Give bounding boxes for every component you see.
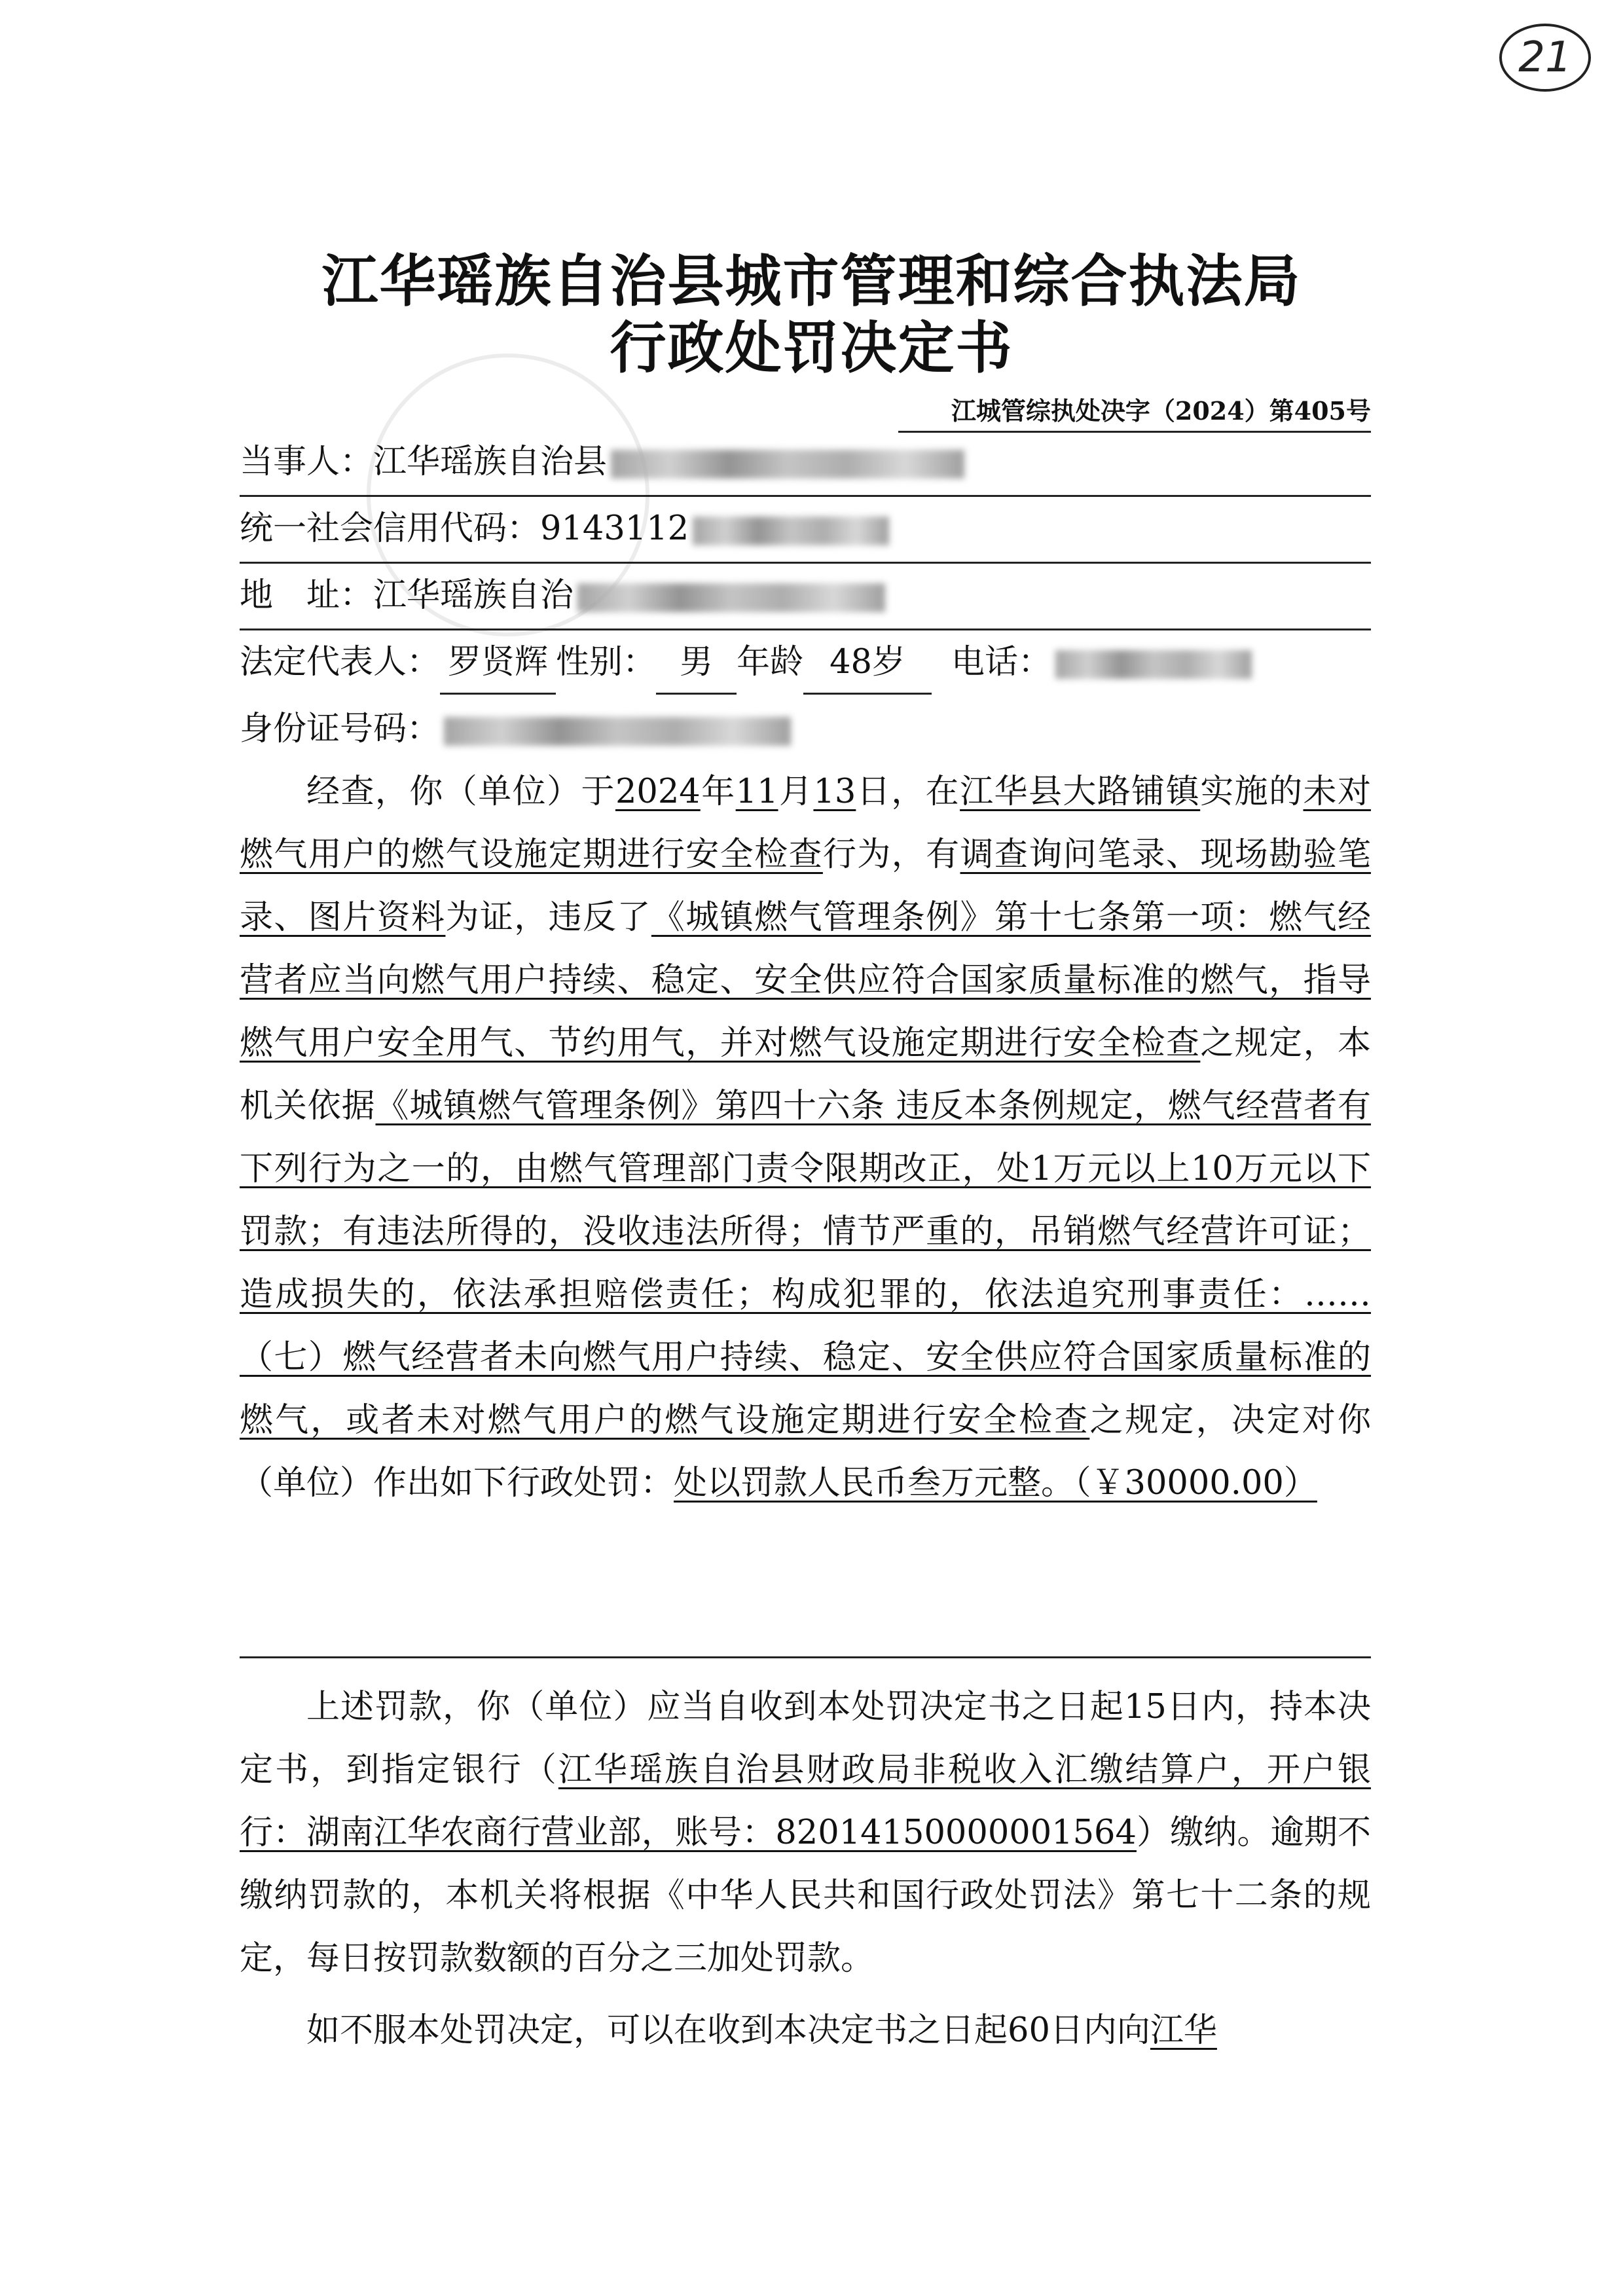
text-span: 上述罚款，你（单位）应当自收到本处罚决定书之日起15日内，持本决定书，到指定银行（ bbox=[240, 1688, 1371, 1789]
findings-paragraph bbox=[240, 761, 1371, 1515]
violation-place: 江华县大路铺镇 bbox=[960, 773, 1201, 811]
date-year: 2024 bbox=[615, 773, 701, 811]
text-span: ）缴纳。逾期不缴纳罚款的，本机关将根据《中华人民共和国行政处罚法》第七十二条的规定，每日按罚款数额的百分之三加处罚款。 bbox=[240, 1813, 1371, 1978]
gender-label: 性别： bbox=[556, 643, 657, 682]
text-span: 如不服本处罚决定，可以在收到本决定书之日起60日内向 bbox=[306, 2011, 1150, 2050]
age-label: 年龄 bbox=[737, 643, 804, 682]
title-line-1: 江华瑶族自治县城市管理和综合执法局 bbox=[321, 249, 1302, 314]
age-value: 48岁 bbox=[803, 632, 932, 695]
party-row bbox=[240, 432, 1371, 497]
bank-account: 江华瑶族自治县财政局非税收入汇缴结算户，开户银行：湖南江华农商行营业部，账号：82014150000001564 bbox=[240, 1751, 1371, 1852]
credit-code-row bbox=[240, 499, 1371, 564]
text-span: 经查，你（单位）于 bbox=[306, 773, 615, 811]
redacted-address bbox=[577, 583, 885, 612]
party-value: 江华瑶族自治县 bbox=[373, 443, 608, 481]
page-number: 21 bbox=[1518, 33, 1572, 82]
text-span: 之规定，决定对你（单位）作出如下行政处罚： bbox=[240, 1401, 1371, 1503]
page-number-circle bbox=[1499, 24, 1591, 92]
text-span: 月 bbox=[778, 773, 814, 811]
party-label: 当事人： bbox=[240, 443, 374, 481]
credit-code-label: 统一社会信用代码： bbox=[240, 509, 541, 548]
credit-code-value: 9143112 bbox=[540, 509, 689, 548]
penalty: 处以罚款人民币叁万元整。（￥30000.00） bbox=[674, 1464, 1317, 1503]
date-day: 13 bbox=[813, 773, 856, 811]
payment-paragraph bbox=[240, 1676, 1371, 1990]
address-label: 地 址： bbox=[240, 576, 374, 615]
text-span: 实施的 bbox=[1200, 773, 1304, 811]
address-row bbox=[240, 566, 1371, 630]
text-span: 日，在 bbox=[856, 773, 960, 811]
legal-basis: 《城镇燃气管理条例》第四十六条 违反本条例规定，燃气经营者有下列行为之一的，由燃气管理部门责令限期改正，处1万元以上10万元以下罚款；有违法所得的，没收违法所得；情节严重的，吊销燃气经营许可证；造成损失的，依法承担赔偿责任；构成犯罪的，依法追究刑事责任：……（七）燃气经营者未向燃气用户持续、稳定、安全供应符合国家质量标准的燃气，或者未对燃气用户的燃气设施定期进行安全检查 bbox=[240, 1087, 1371, 1440]
title-line-2: 行政处罚决定书 bbox=[610, 316, 1013, 381]
evidence: 调查询问笔录、现场勘验笔录、图片资料 bbox=[240, 835, 1371, 937]
text-span: 为证，违反了 bbox=[445, 898, 651, 937]
rep-value: 罗贤辉 bbox=[440, 632, 556, 695]
redacted-phone bbox=[1055, 650, 1252, 679]
text-span: 年 bbox=[700, 773, 736, 811]
address-value: 江华瑶族自治 bbox=[373, 576, 574, 615]
representative-row bbox=[240, 632, 1371, 695]
id-number-row bbox=[240, 699, 829, 762]
appeal-authority: 江华 bbox=[1150, 2011, 1217, 2050]
appeal-paragraph bbox=[240, 1999, 1371, 2062]
gender-value: 男 bbox=[656, 632, 737, 695]
redacted-credit-code bbox=[693, 517, 889, 545]
date-month: 11 bbox=[735, 773, 778, 811]
document-number: 江城管综执处决字（2024）第405号 bbox=[898, 392, 1371, 433]
redacted-party-name bbox=[611, 450, 964, 479]
violated-provision: 《城镇燃气管理条例》第十七条第一项：燃气经营者应当向燃气用户持续、稳定、安全供应符合国家质量标准的燃气，指导燃气用户安全用气、节约用气，并对燃气设施定期进行安全检查 bbox=[240, 898, 1371, 1063]
rep-label: 法定代表人： bbox=[240, 643, 441, 682]
id-number-label: 身份证号码： bbox=[240, 710, 441, 748]
penalty-divider bbox=[240, 1656, 1371, 1658]
text-span: 之规定，本机关依据 bbox=[240, 1024, 1371, 1125]
phone-label: 电话： bbox=[951, 643, 1051, 682]
violation-act: 未对燃气用户的燃气设施定期进行安全检查 bbox=[240, 773, 1371, 874]
text-span: 行为，有 bbox=[822, 835, 960, 874]
redacted-id-number bbox=[444, 717, 791, 746]
